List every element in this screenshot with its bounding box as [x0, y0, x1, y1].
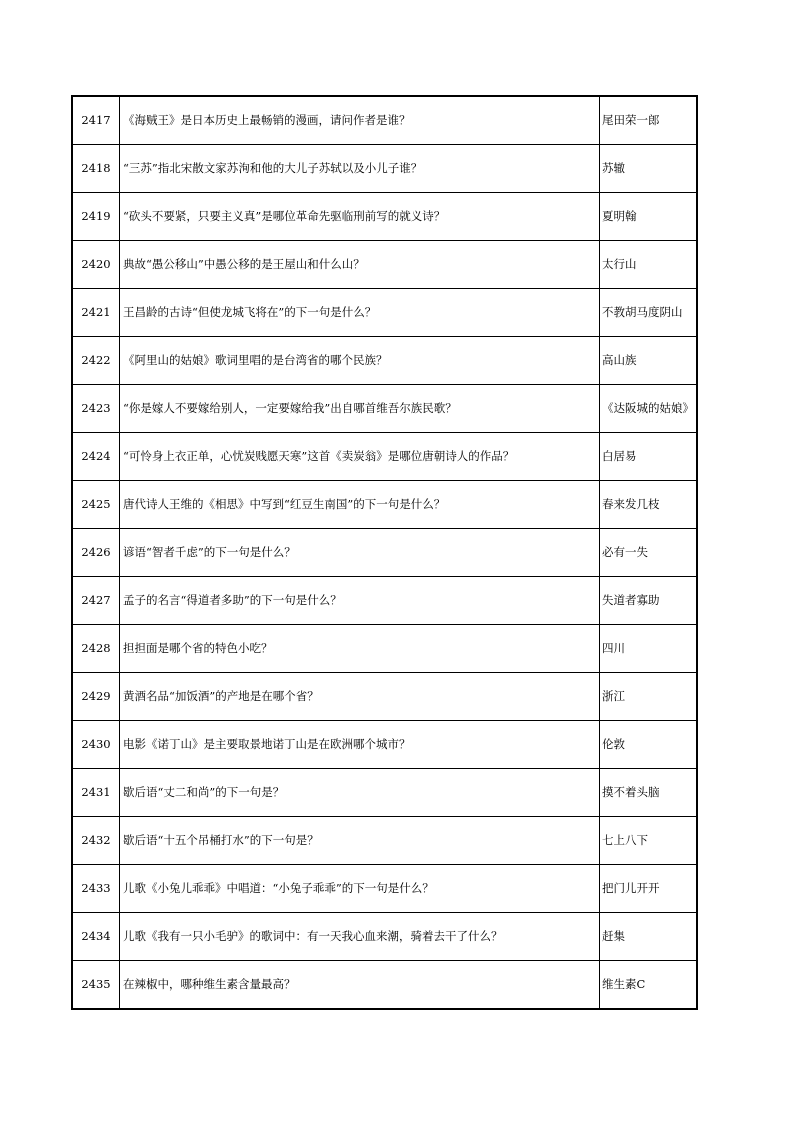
table-row	[72, 433, 697, 481]
table-row	[72, 385, 697, 433]
table-row	[72, 913, 697, 961]
answer-text: 浙江	[600, 673, 698, 721]
question-text: 歇后语“丈二和尚”的下一句是？	[120, 769, 600, 817]
table-row	[72, 289, 697, 337]
table-row	[72, 529, 697, 577]
answer-text: 不教胡马度阴山	[600, 289, 698, 337]
question-number: 2420	[72, 241, 120, 289]
question-text: 唐代诗人王维的《相思》中写到“红豆生南国”的下一句是什么？	[120, 481, 600, 529]
question-number: 2417	[72, 96, 120, 145]
table-row	[72, 481, 697, 529]
table-row	[72, 337, 697, 385]
answer-text: 尾田荣一郎	[600, 96, 698, 145]
question-text: 电影《诺丁山》是主要取景地诺丁山是在欧洲哪个城市？	[120, 721, 600, 769]
table-row	[72, 961, 697, 1010]
table-row	[72, 625, 697, 673]
table-row	[72, 96, 697, 145]
question-number: 2425	[72, 481, 120, 529]
question-number: 2432	[72, 817, 120, 865]
question-text: “可怜身上衣正单，心忧炭贱愿天寒”这首《卖炭翁》是哪位唐朝诗人的作品？	[120, 433, 600, 481]
question-text: 在辣椒中，哪种维生素含量最高？	[120, 961, 600, 1010]
answer-text: 伦敦	[600, 721, 698, 769]
table-row	[72, 193, 697, 241]
question-number: 2427	[72, 577, 120, 625]
answer-text: 苏辙	[600, 145, 698, 193]
table-row	[72, 145, 697, 193]
question-number: 2422	[72, 337, 120, 385]
answer-text: 维生素C	[600, 961, 698, 1010]
question-number: 2429	[72, 673, 120, 721]
table-row	[72, 817, 697, 865]
question-number: 2419	[72, 193, 120, 241]
question-text: 《阿里山的姑娘》歌词里唱的是台湾省的哪个民族？	[120, 337, 600, 385]
question-number: 2424	[72, 433, 120, 481]
question-text: “砍头不要紧，只要主义真”是哪位革命先驱临刑前写的就义诗？	[120, 193, 600, 241]
question-text: “三苏”指北宋散文家苏洵和他的大儿子苏轼以及小儿子谁？	[120, 145, 600, 193]
question-number: 2426	[72, 529, 120, 577]
question-text: 儿歌《我有一只小毛驴》的歌词中：有一天我心血来潮，骑着去干了什么？	[120, 913, 600, 961]
table-row	[72, 577, 697, 625]
answer-text: 失道者寡助	[600, 577, 698, 625]
question-text: 《海贼王》是日本历史上最畅销的漫画，请问作者是谁？	[120, 96, 600, 145]
answer-text: 高山族	[600, 337, 698, 385]
answer-text: 春来发几枝	[600, 481, 698, 529]
question-number: 2431	[72, 769, 120, 817]
question-number: 2435	[72, 961, 120, 1010]
question-text: 孟子的名言“得道者多助”的下一句是什么？	[120, 577, 600, 625]
question-text: 谚语“智者千虑”的下一句是什么？	[120, 529, 600, 577]
question-number: 2428	[72, 625, 120, 673]
answer-text: 把门儿开开	[600, 865, 698, 913]
question-text: 黄酒名品“加饭酒”的产地是在哪个省？	[120, 673, 600, 721]
answer-text: 七上八下	[600, 817, 698, 865]
table-row	[72, 721, 697, 769]
quiz-table	[71, 95, 698, 1010]
answer-text: 夏明翰	[600, 193, 698, 241]
question-number: 2423	[72, 385, 120, 433]
quiz-table-body	[72, 96, 697, 1009]
answer-text: 太行山	[600, 241, 698, 289]
table-row	[72, 241, 697, 289]
answer-text: 赶集	[600, 913, 698, 961]
table-row	[72, 769, 697, 817]
table-row	[72, 865, 697, 913]
table-row	[72, 673, 697, 721]
question-number: 2418	[72, 145, 120, 193]
question-number: 2421	[72, 289, 120, 337]
answer-text: 《达阪城的姑娘》	[600, 385, 698, 433]
question-text: 歇后语“十五个吊桶打水”的下一句是？	[120, 817, 600, 865]
answer-text: 四川	[600, 625, 698, 673]
question-text: 王昌龄的古诗“但使龙城飞将在”的下一句是什么？	[120, 289, 600, 337]
question-text: 儿歌《小兔儿乖乖》中唱道：“小兔子乖乖”的下一句是什么？	[120, 865, 600, 913]
question-text: 典故“愚公移山”中愚公移的是王屋山和什么山？	[120, 241, 600, 289]
question-number: 2430	[72, 721, 120, 769]
question-text: “你是嫁人不要嫁给别人，一定要嫁给我”出自哪首维吾尔族民歌？	[120, 385, 600, 433]
answer-text: 必有一失	[600, 529, 698, 577]
answer-text: 白居易	[600, 433, 698, 481]
question-number: 2433	[72, 865, 120, 913]
answer-text: 摸不着头脑	[600, 769, 698, 817]
question-text: 担担面是哪个省的特色小吃？	[120, 625, 600, 673]
question-number: 2434	[72, 913, 120, 961]
